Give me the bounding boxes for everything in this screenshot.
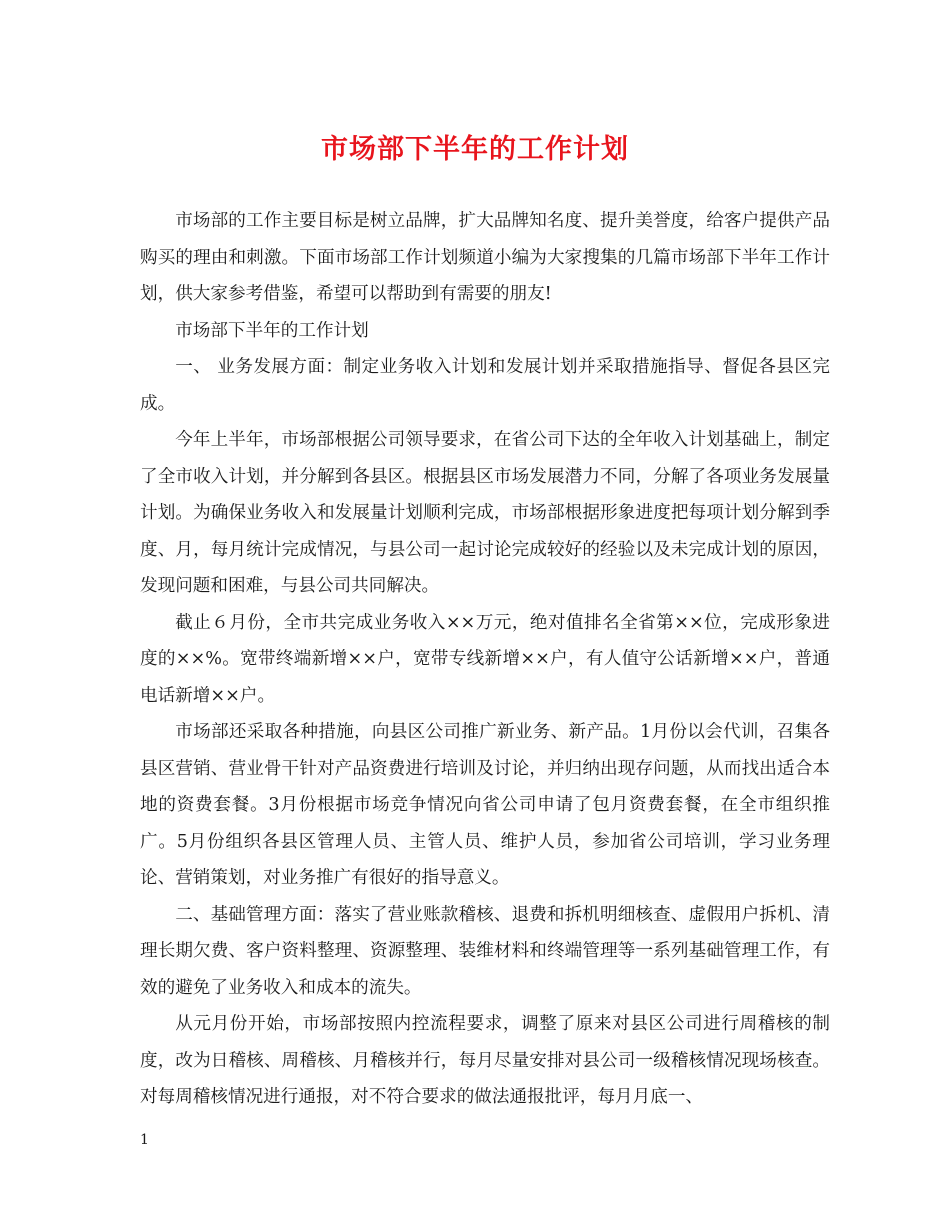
- page-number: 1: [140, 1132, 149, 1148]
- body-paragraph: 今年上半年，市场部根据公司领导要求，在省公司下达的全年收入计划基础上，制定了全市收入计划，并分解到各县区。根据县区市场发展潜力不同，分解了各项业务发展量计划。为确保业务收入和发展量计划顺利完成，市场部根据形象进度把每项计划分解到季度、月，每月统计完成情况，与县公司一起讨论完成较好的经验以及未完成计划的原因，发现问题和困难，与县公司共同解决。: [140, 430, 830, 596]
- body-paragraph: 截止６月份，全市共完成业务收入××万元，绝对值排名全省第××位，完成形象进度的××%。宽带终端新增××户，宽带专线新增××户，有人值守公话新增××户，普通电话新增××户。: [140, 612, 830, 706]
- section-one-heading: 一、 业务发展方面：制定业务收入计划和发展计划并采取措施指导、督促各县区完成。: [140, 357, 830, 414]
- subtitle-paragraph: 市场部下半年的工作计划: [175, 320, 369, 341]
- body-paragraph: 市场部还采取各种措施，向县区公司推广新业务、新产品。1月份以会代训，召集各县区营销、营业骨干针对产品资费进行培训及讨论，并归纳出现存问题，从而找出适合本地的资费套餐。3月份根据市场竞争情况向省公司申请了包月资费套餐，在全市组织推广。5月份组织各县区管理人员、主管人员、维护人员，参加省公司培训，学习业务理论、营销策划，对业务推广有很好的指导意义。: [140, 722, 830, 888]
- document-title: 市场部下半年的工作计划: [321, 134, 629, 165]
- intro-paragraph: 市场部的工作主要目标是树立品牌，扩大品牌知名度、提升美誉度，给客户提供产品购买的理由和刺激。下面市场部工作计划频道小编为大家搜集的几篇市场部下半年工作计划，供大家参考借鉴，希望可以帮助到有需要的朋友!: [140, 211, 830, 304]
- document-body: [140, 203, 830, 1116]
- section-two-heading: 二、基础管理方面：落实了营业账款稽核、退费和拆机明细核查、虚假用户拆机、清理长期欠费、客户资料整理、资源整理、装维材料和终端管理等一系列基础管理工作，有效的避免了业务收入和成本的流失。: [140, 904, 830, 998]
- body-paragraph: 从元月份开始，市场部按照内控流程要求，调整了原来对县区公司进行周稽核的制度，改为日稽核、周稽核、月稽核并行，每月尽量安排对县公司一级稽核情况现场核查。对每周稽核情况进行通报，对不符合要求的做法通报批评，每月月底一、: [140, 1014, 830, 1107]
